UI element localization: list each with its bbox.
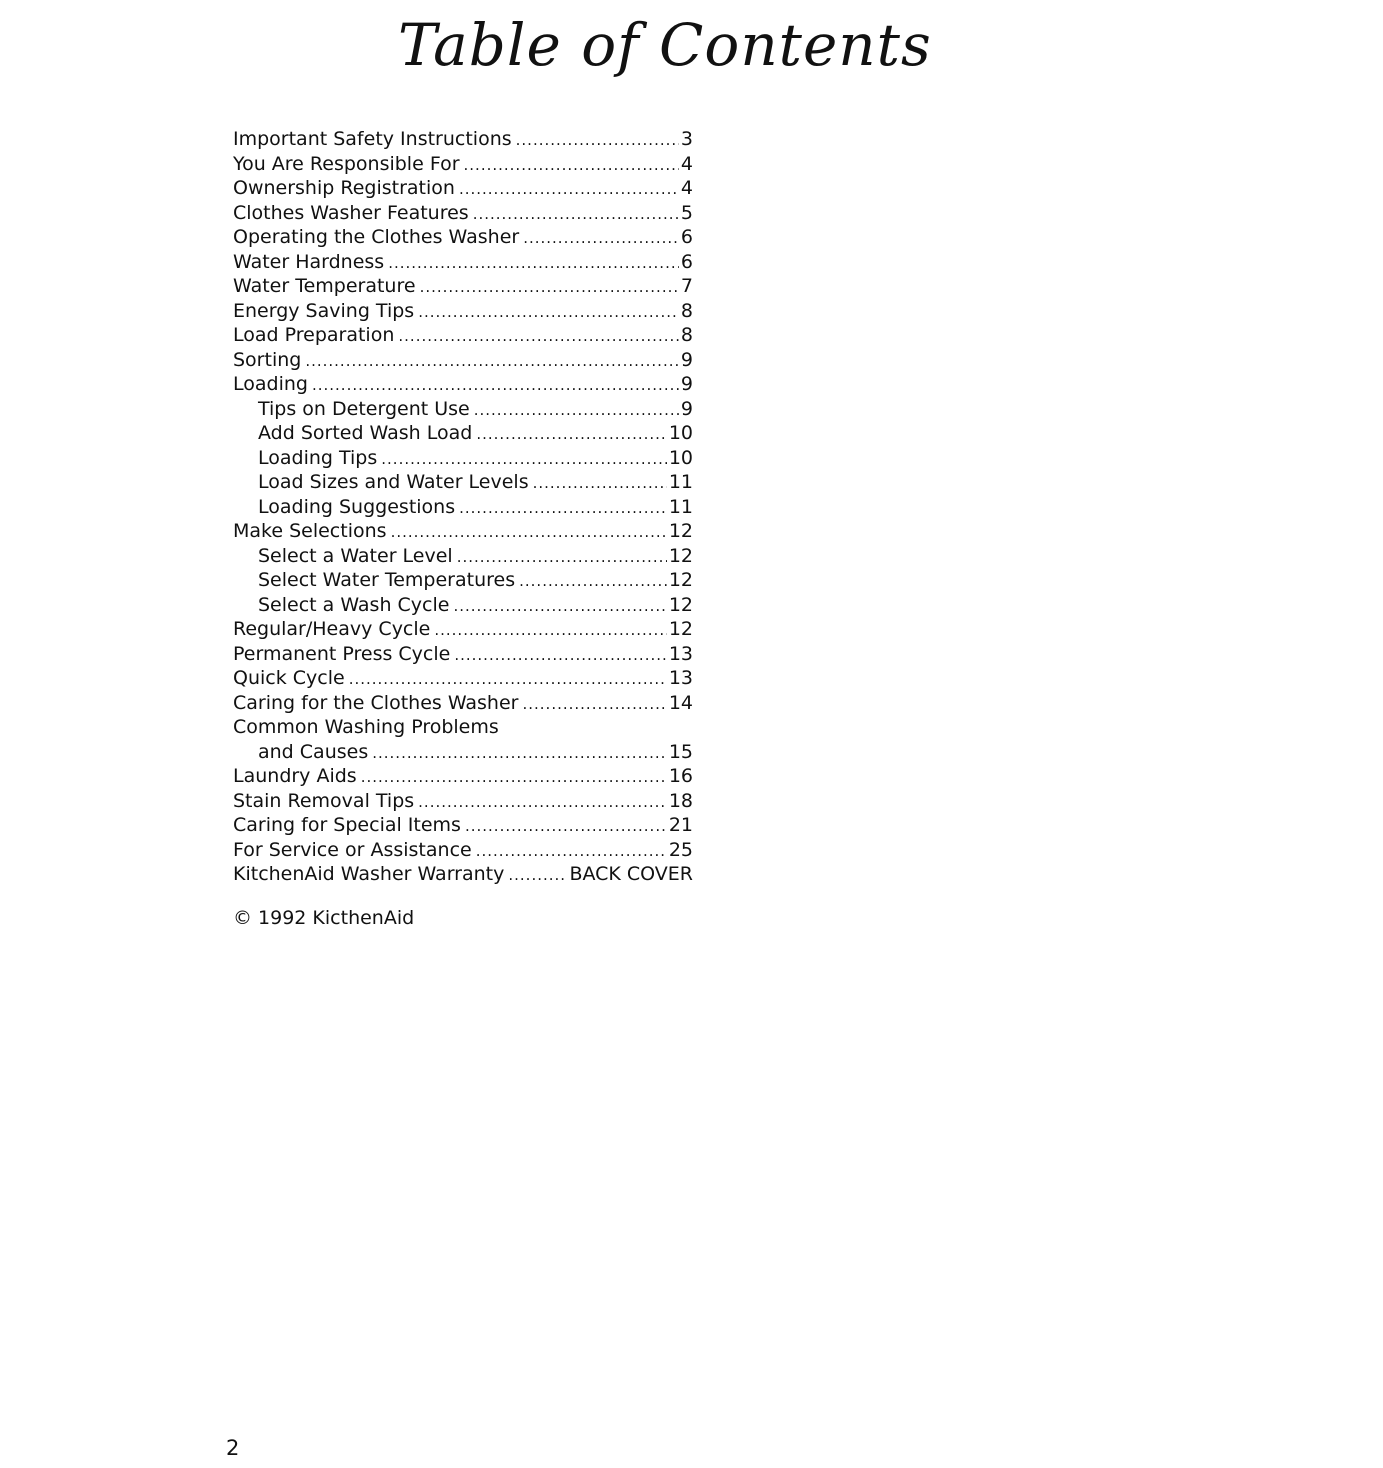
toc-entry [233,299,693,324]
toc-entry [233,691,693,716]
toc-entry [233,201,693,226]
toc-subentry [233,740,693,765]
toc-subentry [233,495,693,520]
toc-subentry [233,593,693,618]
toc-entry-page: 12 [668,569,693,591]
toc-entry-page: 14 [668,691,693,714]
toc-entry-label: Ownership Registration [233,177,455,199]
toc-entry-page: 9 [680,397,693,420]
page-title: Table of Contents [398,11,932,79]
toc-entry [233,862,693,887]
toc-entry-label: Operating the Clothes Washer [233,226,520,248]
toc-subentry [233,421,693,446]
toc-entry-label: Sorting [233,348,302,371]
toc-entry-page: 4 [680,177,693,199]
toc-entry [233,372,693,397]
dot-leader [388,251,679,276]
table-of-contents [233,127,693,887]
dot-leader [361,765,667,790]
toc-entry-page: 5 [680,201,693,224]
toc-entry-label: Quick Cycle [233,667,345,689]
dot-leader [457,545,667,570]
toc-entry [233,152,693,177]
toc-entry [233,225,693,250]
dot-leader [464,153,679,178]
page-number: 2 [226,1436,240,1460]
toc-entry-label: Energy Saving Tips [233,299,415,322]
dot-leader [533,471,667,496]
toc-entry-page: 13 [668,667,693,689]
toc-entry-page: 10 [668,422,693,444]
toc-entry [233,666,693,691]
dot-leader [523,226,679,251]
toc-entry-page: 16 [668,765,693,787]
toc-entry-page: 25 [668,838,693,861]
toc-entry-page: 11 [668,495,693,518]
toc-entry-page: 10 [668,446,693,469]
dot-leader [459,496,667,521]
toc-entry [233,715,693,740]
toc-entry-label: You Are Responsible For [233,152,460,175]
toc-entry [233,176,693,201]
dot-leader [465,814,667,839]
toc-entry-label: Make Selections [233,520,387,542]
toc-entry-page: BACK COVER [569,863,693,885]
toc-entry [233,127,693,152]
dot-leader [349,667,667,692]
toc-entry-label: Select a Wash Cycle [258,593,450,616]
dot-leader [418,300,679,325]
dot-leader [516,128,679,153]
dot-leader [381,447,667,472]
toc-entry-label: Stain Removal Tips [233,789,415,812]
toc-entry [233,764,693,789]
toc-entry-page: 21 [668,814,693,836]
toc-entry-label: Add Sorted Wash Load [258,422,473,444]
toc-subentry [233,568,693,593]
toc-entry-label: Loading [233,373,308,395]
toc-entry-label: and Causes [258,740,369,763]
toc-entry-label: Select Water Temperatures [258,569,516,591]
toc-entry [233,323,693,348]
toc-entry [233,519,693,544]
toc-entry-page: 8 [680,299,693,322]
dot-leader [519,569,667,594]
toc-subentry [233,446,693,471]
toc-entry-label: KitchenAid Washer Warranty [233,863,505,885]
dot-leader [453,594,666,619]
toc-entry-label: Caring for the Clothes Washer [233,691,519,714]
toc-entry [233,642,693,667]
dot-leader [476,839,667,864]
toc-subentry [233,397,693,422]
toc-entry [233,250,693,275]
toc-entry [233,617,693,642]
toc-entry-label: Water Hardness [233,250,385,273]
toc-entry [233,838,693,863]
toc-entry-label: Permanent Press Cycle [233,642,451,665]
copyright-notice: © 1992 KicthenAid [233,907,415,929]
toc-entry-page: 12 [668,618,693,640]
toc-entry-page: 12 [668,544,693,567]
toc-subentry [233,470,693,495]
dot-leader [508,863,567,888]
toc-entry-page: 13 [668,642,693,665]
dot-leader [398,324,679,349]
dot-leader [434,618,666,643]
toc-entry-label: Common Washing Problems [233,716,499,738]
toc-entry-page: 3 [680,128,693,150]
dot-leader [454,643,666,668]
toc-entry-page: 7 [680,275,693,297]
toc-entry-label: Regular/Heavy Cycle [233,618,431,640]
dot-leader [476,422,666,447]
toc-entry-page: 12 [668,593,693,616]
toc-entry-label: Loading Suggestions [258,495,456,518]
toc-entry-label: Loading Tips [258,446,378,469]
dot-leader [459,177,679,202]
dot-leader [420,275,679,300]
toc-entry-label: Caring for Special Items [233,814,461,836]
dot-leader [372,741,667,766]
toc-entry-page: 15 [668,740,693,763]
toc-entry-label: Tips on Detergent Use [258,397,470,420]
dot-leader [391,520,667,545]
toc-entry-page: 6 [680,226,693,248]
toc-entry-page: 18 [668,789,693,812]
toc-entry-label: Load Preparation [233,324,395,346]
dot-leader [522,692,666,717]
toc-entry-label: Select a Water Level [258,544,453,567]
toc-entry-page: 9 [680,348,693,371]
toc-entry-page: 8 [680,324,693,346]
toc-entry-label: Clothes Washer Features [233,201,469,224]
toc-entry [233,348,693,373]
toc-entry [233,789,693,814]
dot-leader [418,790,667,815]
toc-entry [233,274,693,299]
toc-entry-page: 6 [680,250,693,273]
toc-entry-page: 11 [668,471,693,493]
toc-entry-label: For Service or Assistance [233,838,472,861]
toc-entry-page: 12 [668,520,693,542]
toc-entry-label: Important Safety Instructions [233,128,512,150]
dot-leader [473,202,679,227]
toc-entry-page: 4 [680,152,693,175]
dot-leader [312,373,679,398]
toc-entry-page: 9 [680,373,693,395]
dot-leader [474,398,679,423]
toc-subentry [233,544,693,569]
toc-entry-label: Water Temperature [233,275,416,297]
toc-entry-label: Laundry Aids [233,765,357,787]
toc-entry-label: Load Sizes and Water Levels [258,471,529,493]
toc-entry [233,813,693,838]
dot-leader [305,349,679,374]
